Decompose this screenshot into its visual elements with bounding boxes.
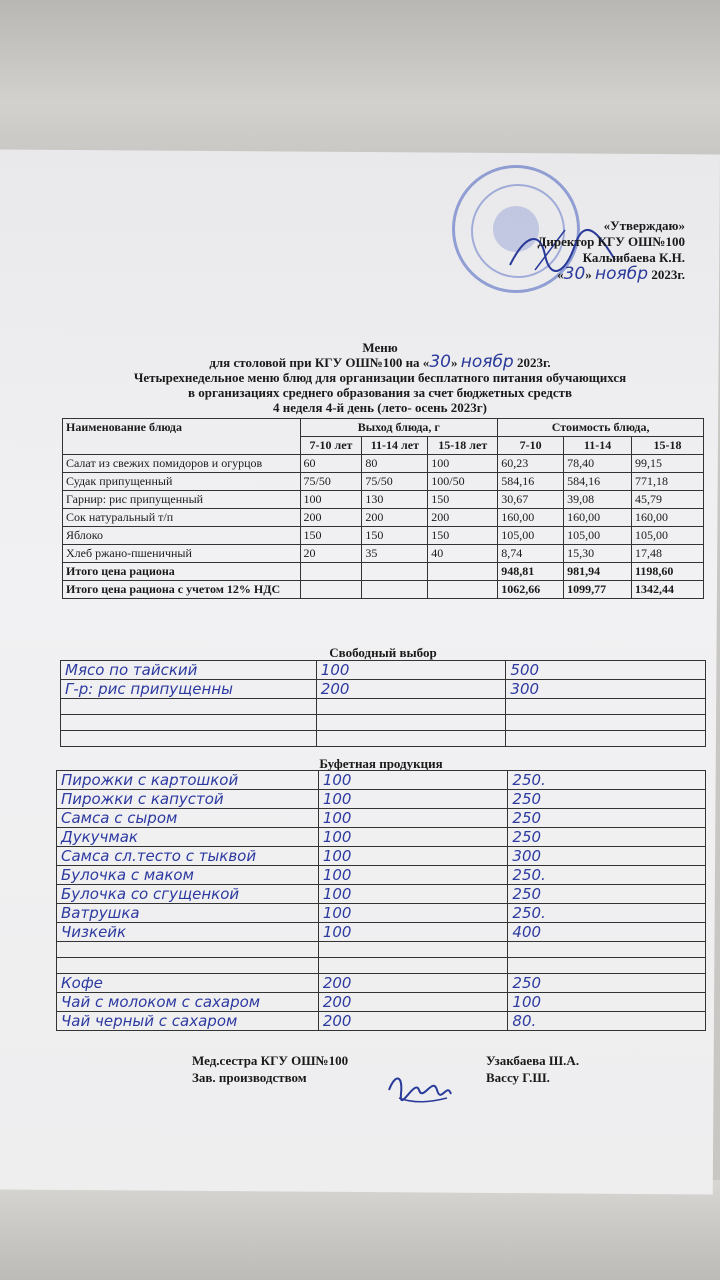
approval-date: «30» ноябр 2023г. <box>557 264 685 284</box>
footer-nurse-label: Мед.сестра КГУ ОШ№100 <box>192 1053 349 1068</box>
table-row: Яблоко 150 150 150 105,00 105,00 105,00 <box>63 527 704 545</box>
table-row: Самса с сыром 100 250 <box>57 809 706 828</box>
table-row: Чай с молоком с сахаром 200 100 <box>57 993 706 1012</box>
approval-block <box>430 218 685 283</box>
col-header-cost: Стоимость блюда, <box>498 419 704 437</box>
total-vat-row: Итого цена рациона с учетом 12% НДС 1062,66 1099,77 1342,44 <box>63 581 704 599</box>
table-row: Хлеб ржано-пшеничный 20 35 40 8,74 15,30 17,48 <box>63 545 704 563</box>
buffet-title: Буфетная продукция <box>319 756 443 771</box>
table-row: Судак припущенный 75/50 75/50 100/50 584,16 584,16 771,18 <box>63 473 704 491</box>
table-row: Чизкейк 100 400 <box>57 923 706 942</box>
free-choice-table <box>60 660 706 747</box>
menu-subtitle-2: в организациях среднего образования за счет бюджетных средств <box>187 385 573 400</box>
table-row <box>57 958 706 974</box>
table-row <box>61 715 706 731</box>
menu-title: Меню <box>362 340 398 355</box>
footer-left <box>192 1052 348 1086</box>
table-row: Самса сл.тесто с тыквой 100 300 <box>57 847 706 866</box>
cost-age-header: 11-14 <box>564 437 632 455</box>
menu-table <box>62 418 704 599</box>
col-header-output: Выход блюда, г <box>300 419 498 437</box>
footer-nurse-name: Узакбаева Ш.А. <box>486 1053 580 1068</box>
age-header: 7-10 лет <box>300 437 362 455</box>
table-row: Салат из свежих помидоров и огурцов 60 80 100 60,23 78,40 99,15 <box>63 455 704 473</box>
total-row: Итого цена рациона 948,81 981,94 1198,60 <box>63 563 704 581</box>
menu-header <box>80 340 680 415</box>
table-row <box>61 731 706 747</box>
table-row: Ватрушка 100 250. <box>57 904 706 923</box>
table-row: Булочка со сгущенкой 100 250 <box>57 885 706 904</box>
table-row: Чай черный с сахаром 200 80. <box>57 1012 706 1031</box>
approval-line2: Директор КГУ ОШ№100 <box>537 234 685 249</box>
col-header-name: Наименование блюда <box>63 419 301 455</box>
free-choice-title: Свободный выбор <box>329 645 437 660</box>
buffet-table <box>56 770 706 1031</box>
table-row: Сок натуральный т/п 200 200 200 160,00 160,00 160,00 <box>63 509 704 527</box>
manager-signature <box>385 1068 455 1108</box>
age-header: 11-14 лет <box>362 437 428 455</box>
table-row: Дукучмак 100 250 <box>57 828 706 847</box>
approval-line3: Калыибаева К.Н. <box>582 250 685 265</box>
approval-line1: «Утверждаю» <box>603 218 685 233</box>
menu-date-line: для столовой при КГУ ОШ№100 на «30» ноябр 2023г. <box>209 352 551 372</box>
footer-manager-label: Зав. производством <box>192 1070 307 1085</box>
menu-subtitle-1: Четырехнедельное меню блюд для организации бесплатного питания обучающихся <box>133 370 627 385</box>
table-row: Кофе 200 250 <box>57 974 706 993</box>
menu-week-day: 4 неделя 4-й день (лето- осень 2023г) <box>272 400 488 415</box>
table-row: Г-р: рис припущенны 200 300 <box>61 680 706 699</box>
age-header: 15-18 лет <box>428 437 498 455</box>
cost-age-header: 7-10 <box>498 437 564 455</box>
cost-age-header: 15-18 <box>632 437 704 455</box>
table-row <box>61 699 706 715</box>
footer-manager-name: Вассу Г.Ш. <box>486 1070 550 1085</box>
table-row: Пирожки с картошкой 100 250. <box>57 771 706 790</box>
background-floor <box>0 1180 720 1280</box>
table-row: Гарнир: рис припущенный 100 130 150 30,67 39,08 45,79 <box>63 491 704 509</box>
table-row: Мясо по тайский 100 500 <box>61 661 706 680</box>
table-row <box>57 942 706 958</box>
table-row: Пирожки с капустой 100 250 <box>57 790 706 809</box>
footer-right <box>486 1052 579 1086</box>
table-row: Булочка с маком 100 250. <box>57 866 706 885</box>
background-wall <box>0 0 720 170</box>
